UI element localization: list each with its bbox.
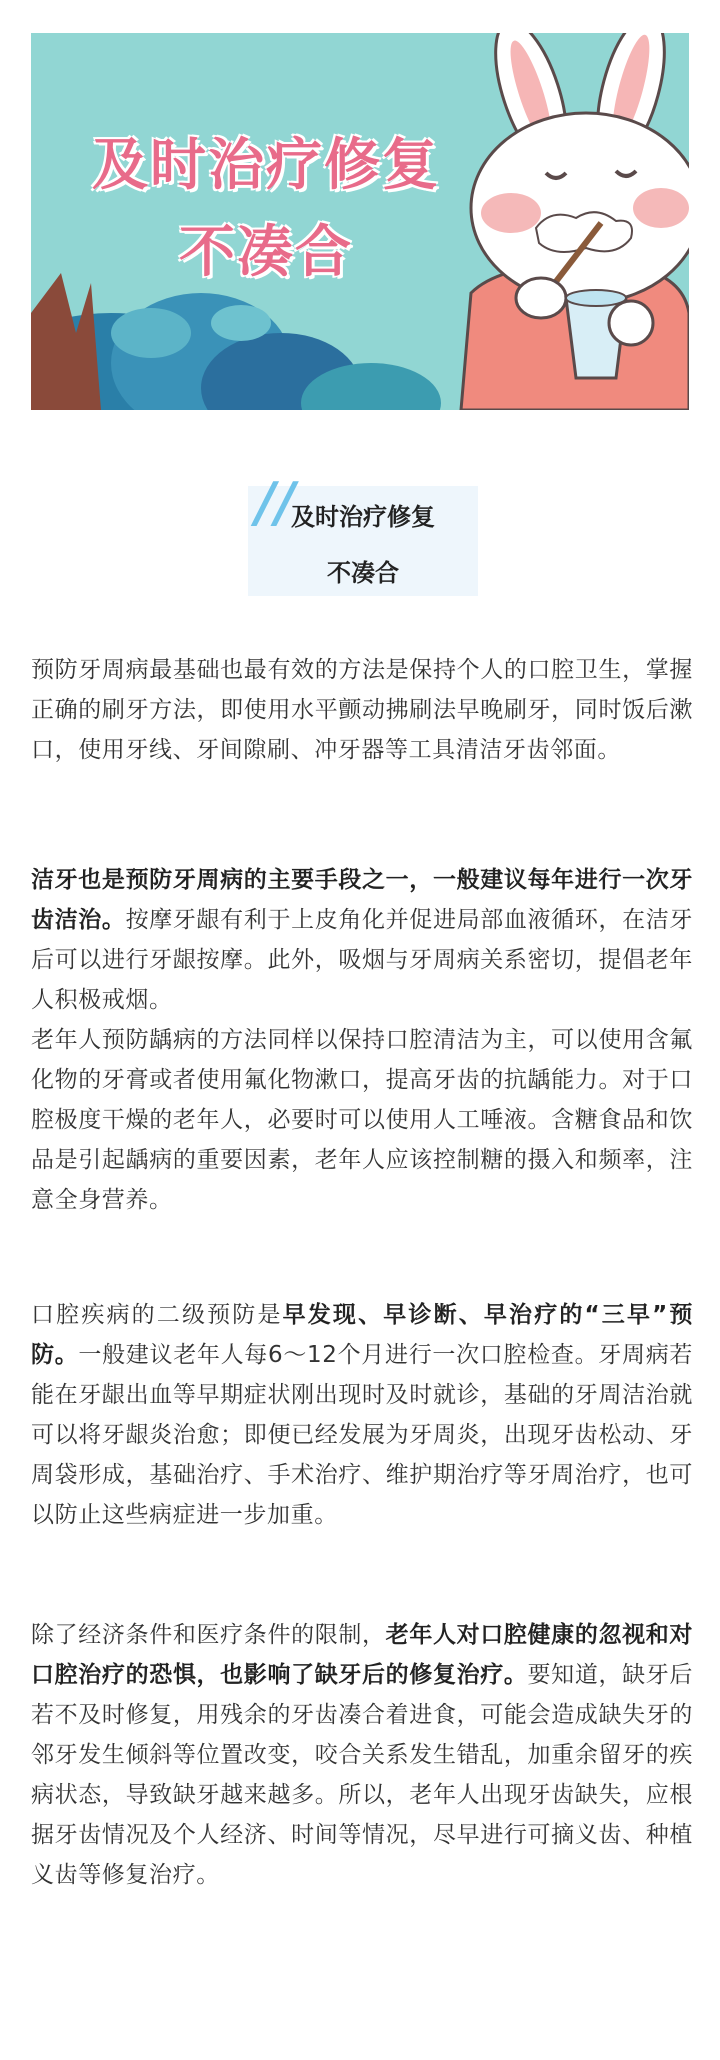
paragraph-5-bold: 老年人对口腔健康的忽视和对口腔治疗的恐惧，也影响了缺牙后的修复治疗。 — [31, 1622, 693, 1688]
rabbit-cheek — [481, 193, 541, 233]
paragraph-3 — [31, 1020, 693, 1220]
bush-highlight — [111, 308, 191, 358]
header-banner-illustration — [31, 33, 689, 410]
paragraph-4-bold: 早发现、早诊断、早治疗的“三早”预防。 — [31, 1302, 694, 1368]
rabbit-paw — [516, 278, 566, 318]
water-cup-rim — [566, 290, 626, 306]
paragraph-4-pre: 口腔疾病的二级预防是 — [31, 1302, 283, 1328]
paragraph-5-pre: 除了经济条件和医疗条件的限制， — [31, 1622, 386, 1648]
paragraph-5-text: 要知道，缺牙后若不及时修复，用残余的牙齿凑合着进食，可能会造成缺失牙的邻牙发生倾斜等位置改变，咬合关系发生错乱，加重余留牙的疾病状态，导致缺牙越来越多。所以，老年人出现牙齿缺失，应根据牙齿情况及个人经济、时间等情况，尽早进行可摘义齿、种植义齿等修复治疗。 — [31, 1662, 693, 1888]
paragraph-2-bold: 洁牙也是预防牙周病的主要手段之一，一般建议每年进行一次牙齿洁治。 — [31, 867, 693, 933]
paragraph-5 — [31, 1615, 693, 1895]
paragraph-1-text: 预防牙周病最基础也最有效的方法是保持个人的口腔卫生，掌握正确的刷牙方法，即使用水平颤动拂刷法早晚刷牙，同时饭后漱口，使用牙线、牙间隙刷、冲牙器等工具清洁牙齿邻面。 — [31, 657, 693, 763]
banner-title-line2: 不凑合 — [179, 220, 353, 285]
rabbit-paw — [609, 301, 653, 345]
paragraph-3-text: 老年人预防龋病的方法同样以保持口腔清洁为主，可以使用含氟化物的牙膏或者使用氟化物漱口，提高牙齿的抗龋能力。对于口腔极度干燥的老年人，必要时可以使用人工唾液。含糖食品和饮品是引起龋病的重要因素，老年人应该控制糖的摄入和频率，注意全身营养。 — [31, 1027, 693, 1213]
paragraph-2 — [31, 860, 693, 1020]
tree-trunk — [31, 273, 101, 410]
section-heading-line2: 不凑合 — [327, 559, 399, 587]
paragraph-1 — [31, 650, 693, 770]
banner-title-line1: 及时治疗修复 — [92, 133, 440, 198]
bush-highlight — [211, 305, 271, 341]
paragraph-4-text: 一般建议老年人每6～12个月进行一次口腔检查。牙周病若能在牙龈出血等早期症状刚出现时及时就诊，基础的牙周洁治就可以将牙龈炎治愈；即便已经发展为牙周炎，出现牙齿松动、牙周袋形成，基础治疗、手术治疗、维护期治疗等牙周治疗，也可以防止这些病症进一步加重。 — [31, 1342, 693, 1528]
rabbit-cheek — [633, 188, 689, 228]
paragraph-2-text: 按摩牙龈有利于上皮角化并促进局部血液循环，在洁牙后可以进行牙龈按摩。此外，吸烟与牙周病关系密切，提倡老年人积极戒烟。 — [31, 907, 693, 1013]
quote-mark-icon: // — [255, 470, 295, 534]
section-heading-line1: 及时治疗修复 — [291, 503, 435, 531]
paragraph-4 — [31, 1295, 693, 1535]
